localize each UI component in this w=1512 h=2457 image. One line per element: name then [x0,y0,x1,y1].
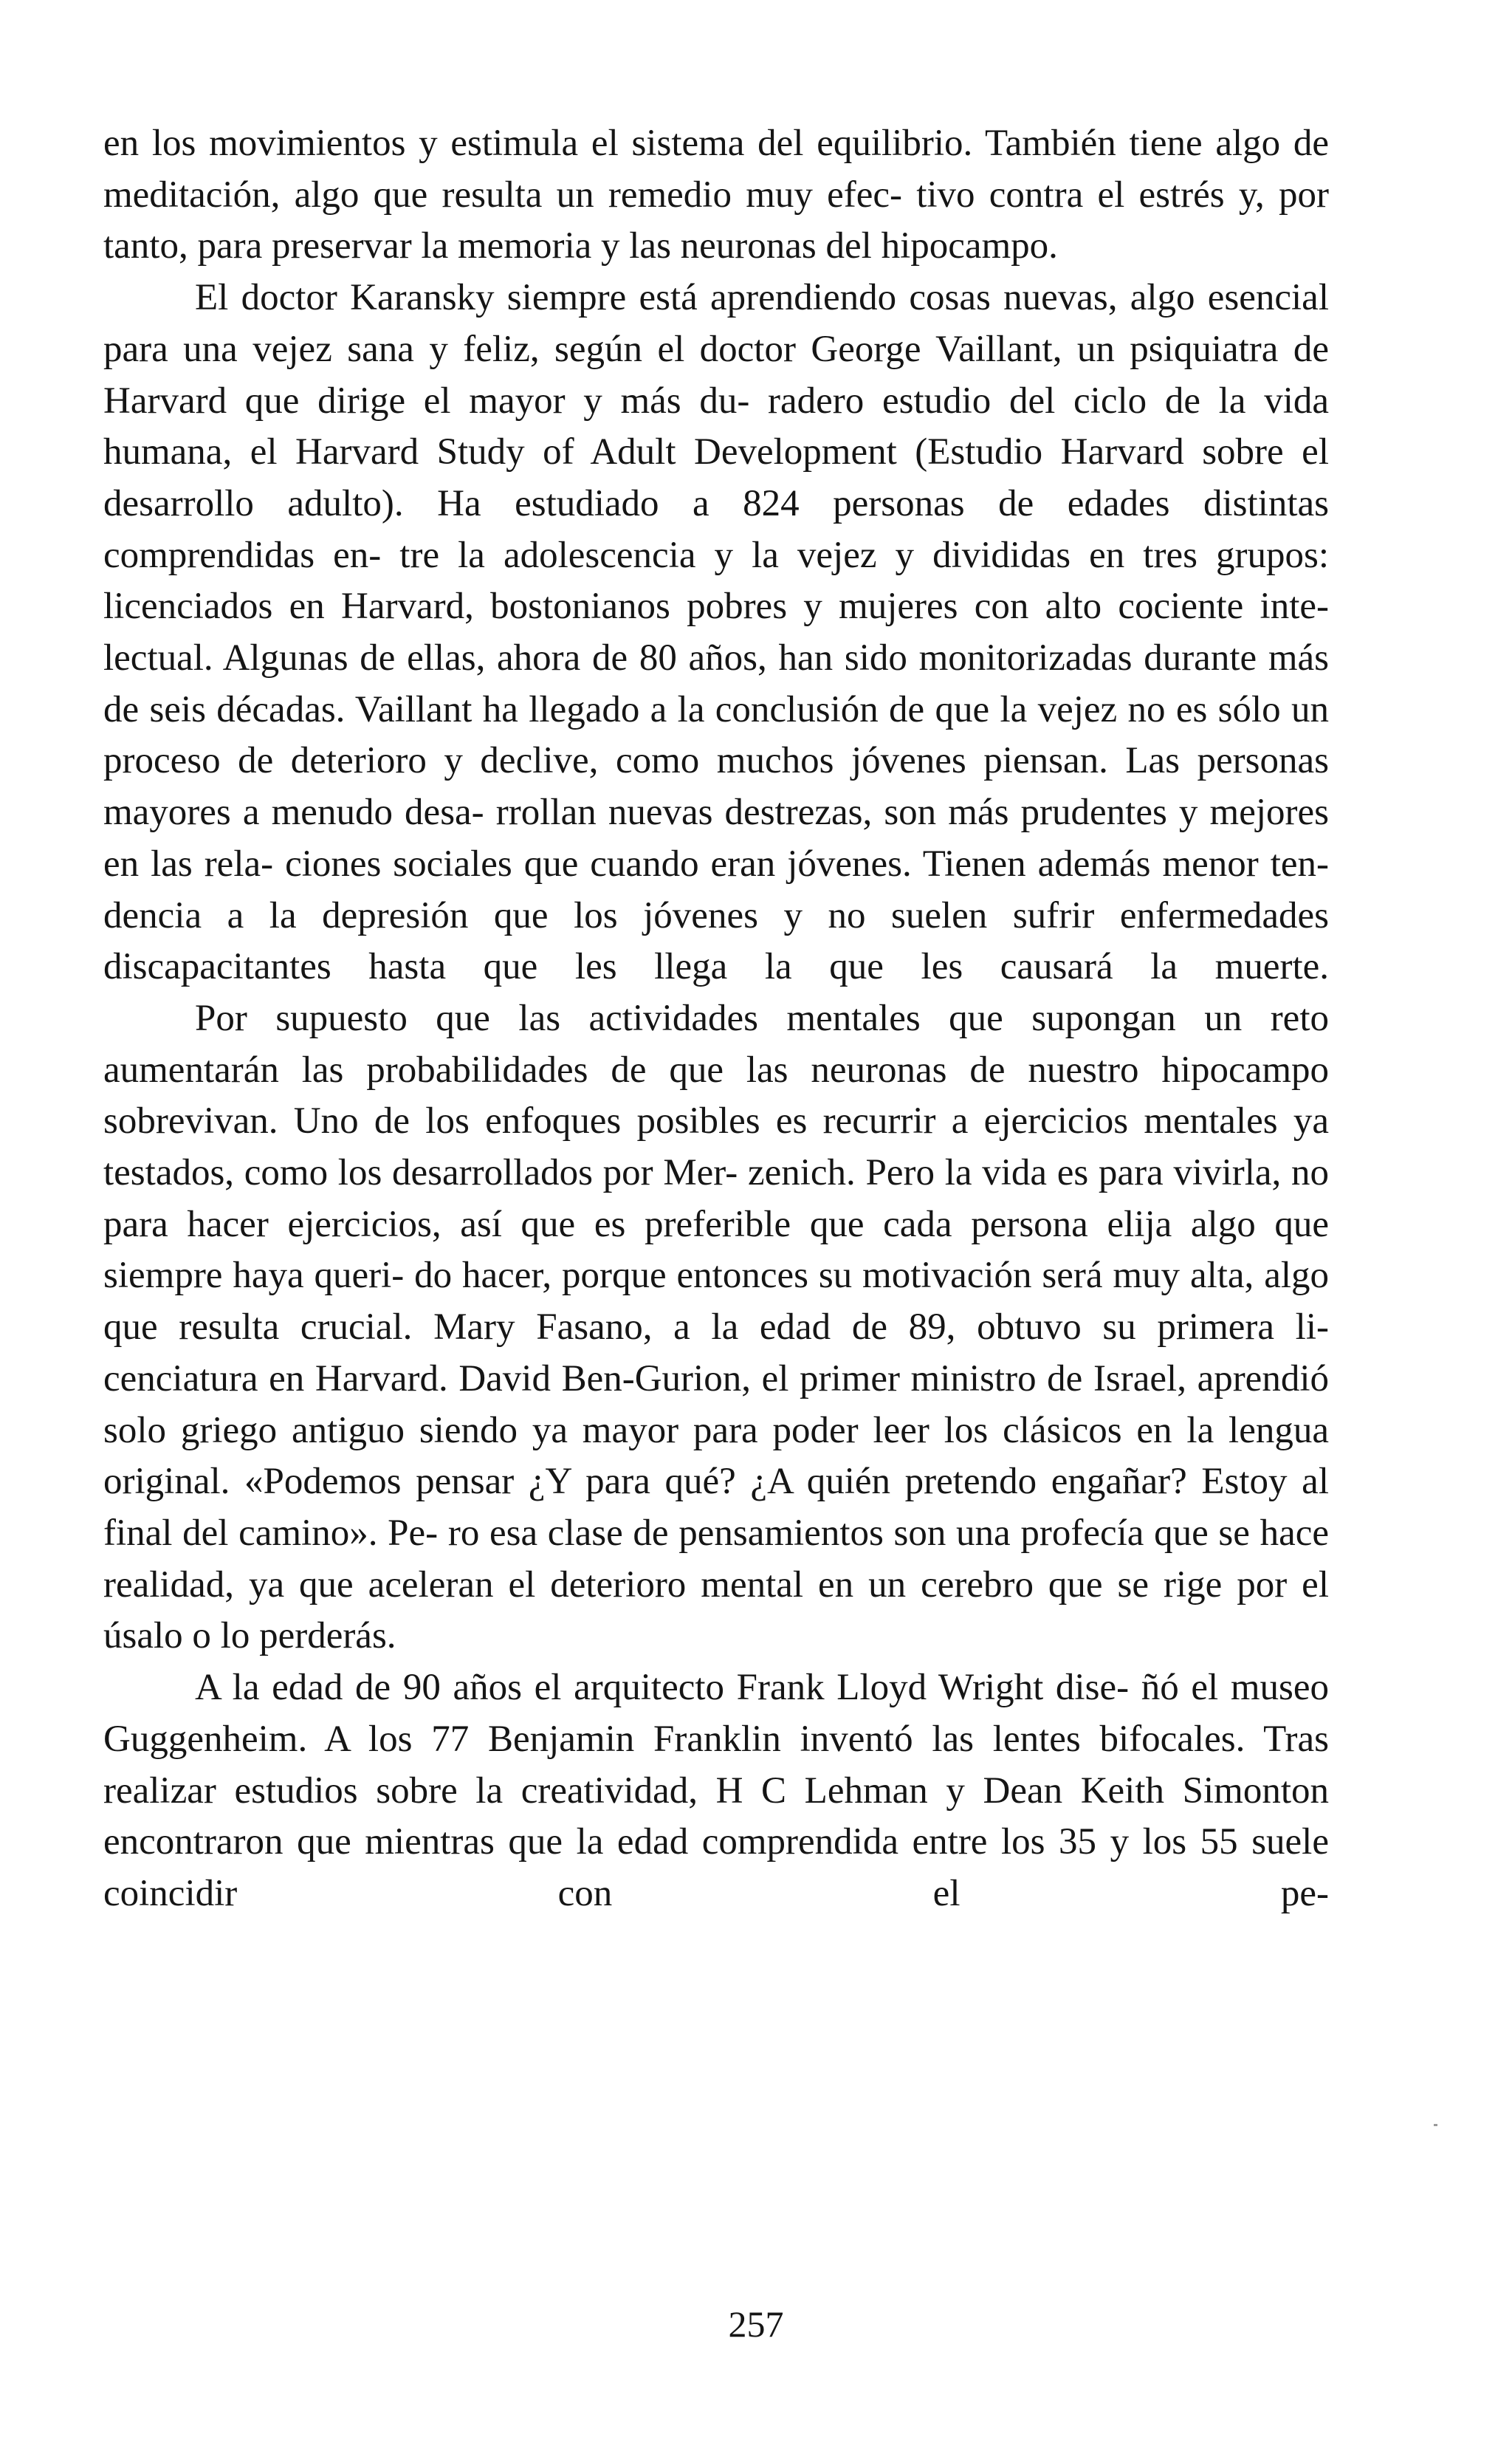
paragraph-2: El doctor Karansky siempre está aprendiendo cosas nuevas, algo esencial para una vejez sana y feliz, según el doctor George Vaillant, un psiquiatra de Harvard que dirige el mayor y más du- radero estudio del ciclo de la vida humana, el Harvard Study of Adult Development (Estudio Harvard sobre el desarrollo adulto). Ha estudiado a 824 personas de edades distintas comprendidas en- tre la adolescencia y la vejez y divididas en tres grupos: licenciados en Harvard, bostonianos pobres y mujeres con alto cociente inte- lectual. Algunas de ellas, ahora de 80 años, han sido monitorizadas durante más de seis décadas. Vaillant ha llegado a la conclusión de que la vejez no es sólo un proceso de deterioro y declive, como muchos jóvenes piensan. Las personas mayores a menudo desa- rrollan nuevas destrezas, son más prudentes y mejores en las rela- ciones sociales que cuando eran jóvenes. Tienen además menor ten- dencia a la depresión que los jóvenes y no suelen sufrir enfermedades discapacitantes hasta que les llega la que les causará la muerte. [103,277,1329,988]
paragraph-4: A la edad de 90 años el arquitecto Frank Lloyd Wright dise- ñó el museo Guggenheim. A los 77 Benjamin Franklin inventó las lentes bifocales. Tras realizar estudios sobre la creatividad, H C Lehman y Dean Keith Simonton encontraron que mientras que la edad comprendida entre los 35 y los 55 suele coincidir con el pe- [103,1667,1329,1914]
page-number: 257 [728,2303,784,2345]
paragraph-3: Por supuesto que las actividades mentales que supongan un reto aumentarán las probabilidades de que las neuronas de nuestro hipocampo sobrevivan. Uno de los enfoques posibles es recurrir a ejercicios mentales ya testados, como los desarrollados por Mer- zenich. Pero la vida es para vivirla, no para hacer ejercicios, así que es preferible que cada persona elija algo que siempre haya queri- do hacer, porque entonces su motivación será muy alta, algo que resulta crucial. Mary Fasano, a la edad de 89, obtuvo su primera li- cenciatura en Harvard. David Ben-Gurion, el primer ministro de Israel, aprendió solo griego antiguo siendo ya mayor para poder leer los clásicos en la lengua original. «Podemos pensar ¿Y para qué? ¿A quién pretendo engañar? Estoy al final del camino». Pe- ro esa clase de pensamientos son una profecía que se hace realidad, ya que aceleran el deterioro mental en un cerebro que se rige por el úsalo o lo perderás. [103,997,1329,1657]
paragraph-1: en los movimientos y estimula el sistema del equilibrio. También tiene algo de meditación, algo que resulta un remedio muy efec- tivo contra el estrés y, por tanto, para preservar la memoria y las neuronas del hipocampo. [103,123,1329,267]
body-text [103,118,1329,1920]
scan-speck [1434,2124,1437,2126]
